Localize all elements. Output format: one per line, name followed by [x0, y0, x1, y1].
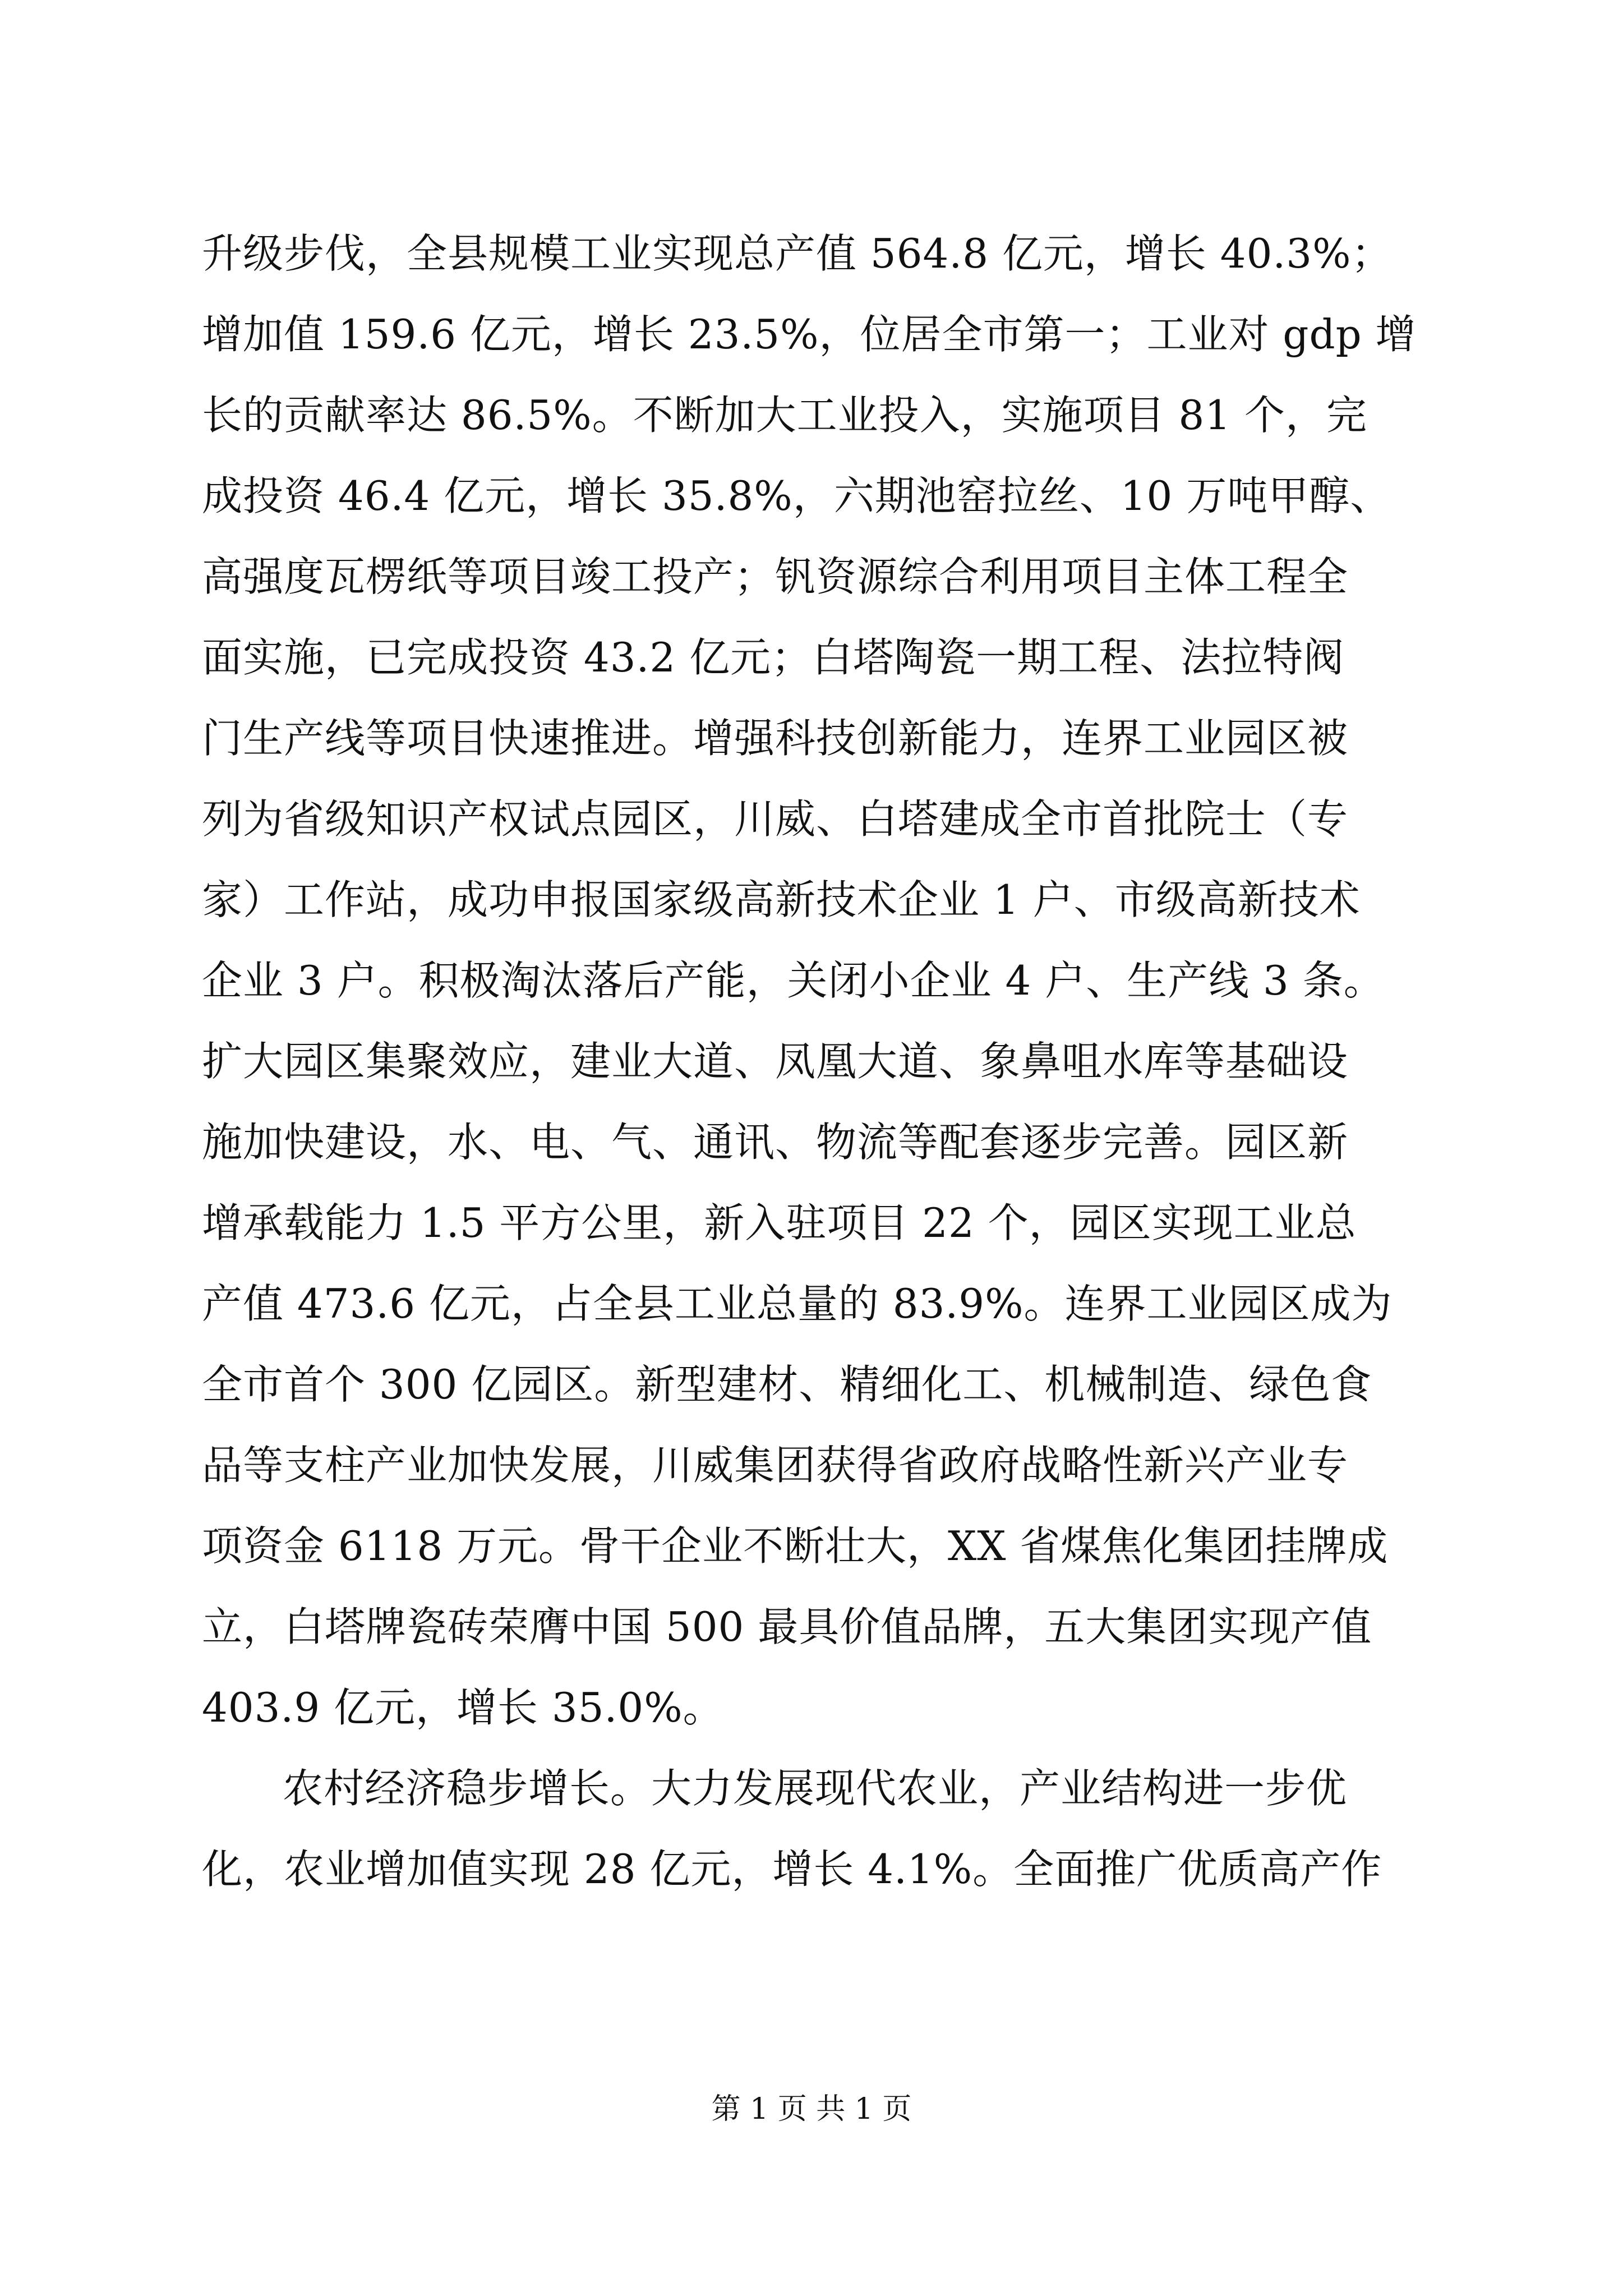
body-text — [202, 213, 1419, 1910]
text-line: 403.9 亿元，增长 35.0%。 — [202, 1684, 724, 1731]
text-line: 立，白塔牌瓷砖荣膺中国 500 最具价值品牌，五大集团实现产值 — [202, 1603, 1372, 1650]
text-line: 长的贡献率达 86.5%。不断加大工业投入，实施项目 81 个，完 — [202, 392, 1368, 439]
text-line: 扩大园区集聚效应，建业大道、凤凰大道、象鼻咀水库等基础设 — [202, 1038, 1349, 1085]
page-footer: 第 1 页 共 1 页 — [711, 2092, 912, 2126]
text-line: 项资金 6118 万元。骨干企业不断壮大，XX 省煤焦化集团挂牌成 — [202, 1522, 1389, 1570]
text-line: 成投资 46.4 亿元，增长 35.8%，六期池窑拉丝、10 万吨甲醇、 — [202, 472, 1391, 519]
paragraph-first-line: 农村经济稳步增长。大力发展现代农业，产业结构进一步优 — [283, 1765, 1348, 1812]
text-line: 面实施，已完成投资 43.2 亿元；白塔陶瓷一期工程、法拉特阀 — [202, 634, 1345, 681]
text-line: 门生产线等项目快速推进。增强科技创新能力，连界工业园区被 — [202, 715, 1349, 762]
text-line: 高强度瓦楞纸等项目竣工投产；钒资源综合利用项目主体工程全 — [202, 553, 1349, 600]
text-line: 化，农业增加值实现 28 亿元，增长 4.1%。全面推广优质高产作 — [202, 1846, 1382, 1893]
text-line: 升级步伐，全县规模工业实现总产值 564.8 亿元，增长 40.3%； — [202, 230, 1393, 277]
text-line: 增加值 159.6 亿元，增长 23.5%，位居全市第一；工业对 gdp 增 — [202, 311, 1417, 358]
text-line: 施加快建设，水、电、气、通讯、物流等配套逐步完善。园区新 — [202, 1119, 1349, 1166]
text-line: 列为省级知识产权试点园区，川威、白塔建成全市首批院士（专 — [202, 795, 1349, 843]
text-line: 全市首个 300 亿园区。新型建材、精细化工、机械制造、绿色食 — [202, 1361, 1372, 1408]
text-line: 增承载能力 1.5 平方公里，新入驻项目 22 个，园区实现工业总 — [202, 1199, 1357, 1246]
text-line: 企业 3 户。积极淘汰落后产能，关闭小企业 4 户、生产线 3 条。 — [202, 957, 1385, 1004]
text-line: 品等支柱产业加快发展，川威集团获得省政府战略性新兴产业专 — [202, 1442, 1349, 1489]
text-line: 家）工作站，成功申报国家级高新技术企业 1 户、市级高新技术 — [202, 876, 1361, 923]
text-line: 产值 473.6 亿元，占全县工业总量的 83.9%。连界工业园区成为 — [202, 1280, 1393, 1327]
